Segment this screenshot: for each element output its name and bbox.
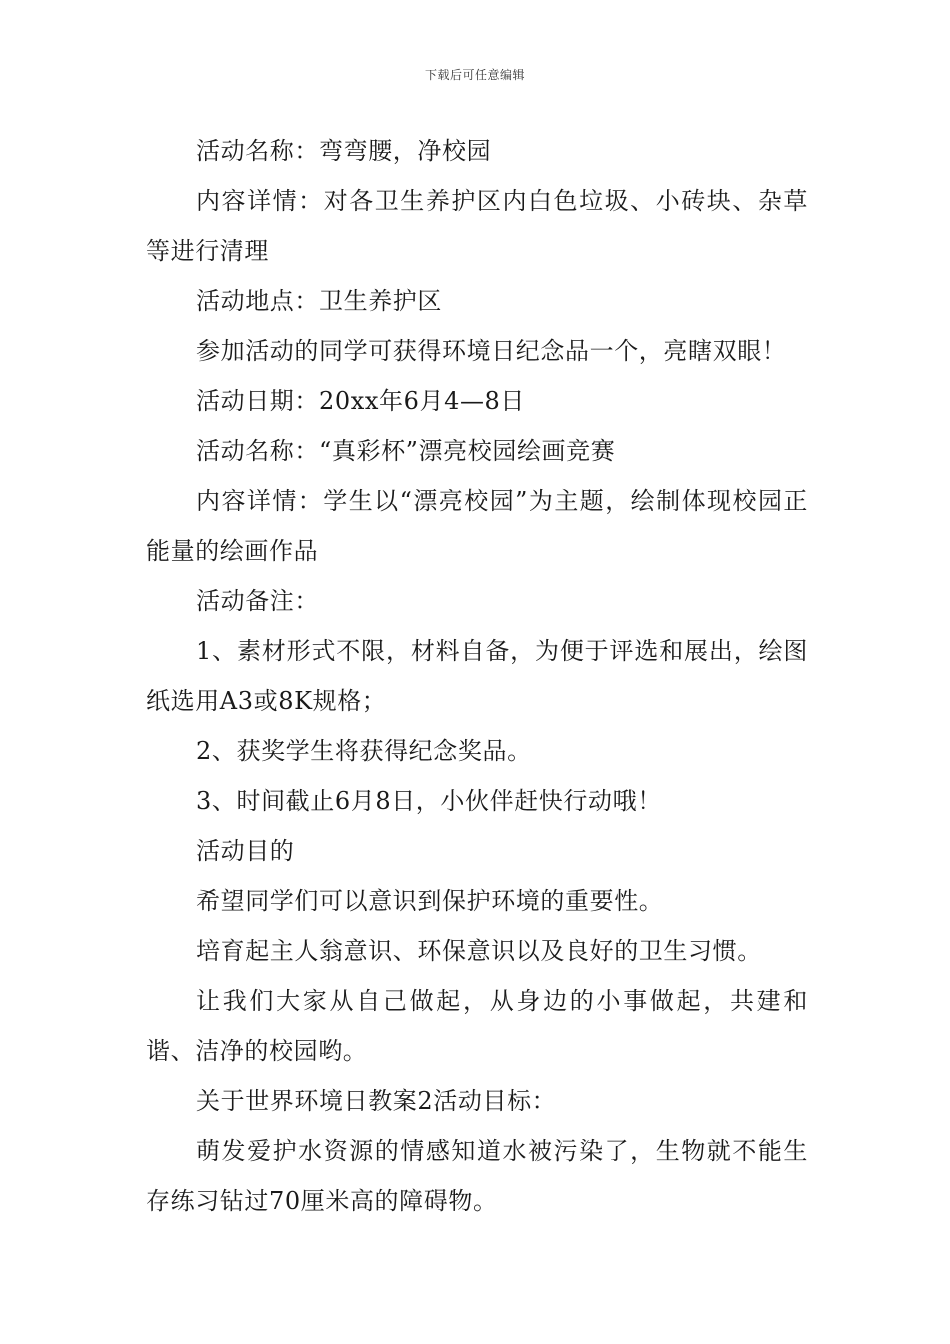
paragraph: 活动备注： <box>196 587 319 615</box>
paragraph: 培育起主人翁意识、环保意识以及良好的卫生习惯。 <box>196 937 762 965</box>
paragraph: 内容详情：对各卫生养护区内白色垃圾、小砖块、杂草等进行清理 <box>146 187 808 265</box>
header-note: 下载后可任意编辑 <box>424 68 525 82</box>
document-body <box>146 126 808 1226</box>
paragraph: 参加活动的同学可获得环境日纪念品一个，亮瞎双眼！ <box>196 337 787 365</box>
paragraph: 关于世界环境日教案2活动目标： <box>196 1087 557 1115</box>
paragraph: 活动日期：20xx年6月4—8日 <box>196 387 526 415</box>
paragraph: 希望同学们可以意识到保护环境的重要性。 <box>196 887 664 915</box>
paragraph: 活动目的 <box>196 837 295 865</box>
paragraph: 内容详情：学生以“漂亮校园”为主题，绘制体现校园正能量的绘画作品 <box>146 487 808 565</box>
paragraph: 萌发爱护水资源的情感知道水被污染了，生物就不能生存练习钻过70厘米高的障碍物。 <box>146 1137 808 1215</box>
paragraph: 2、获奖学生将获得纪念奖品。 <box>196 737 532 765</box>
paragraph: 活动地点：卫生养护区 <box>196 287 442 315</box>
paragraph: 让我们大家从自己做起，从身边的小事做起，共建和谐、洁净的校园哟。 <box>146 987 808 1065</box>
paragraph: 1、素材形式不限，材料自备，为便于评选和展出，绘图纸选用A3或8K规格； <box>146 637 808 715</box>
paragraph: 活动名称：“真彩杯”漂亮校园绘画竞赛 <box>196 437 616 465</box>
paragraph: 3、时间截止6月8日，小伙伴赶快行动哦！ <box>196 787 662 815</box>
paragraph: 活动名称：弯弯腰，净校园 <box>196 137 492 165</box>
